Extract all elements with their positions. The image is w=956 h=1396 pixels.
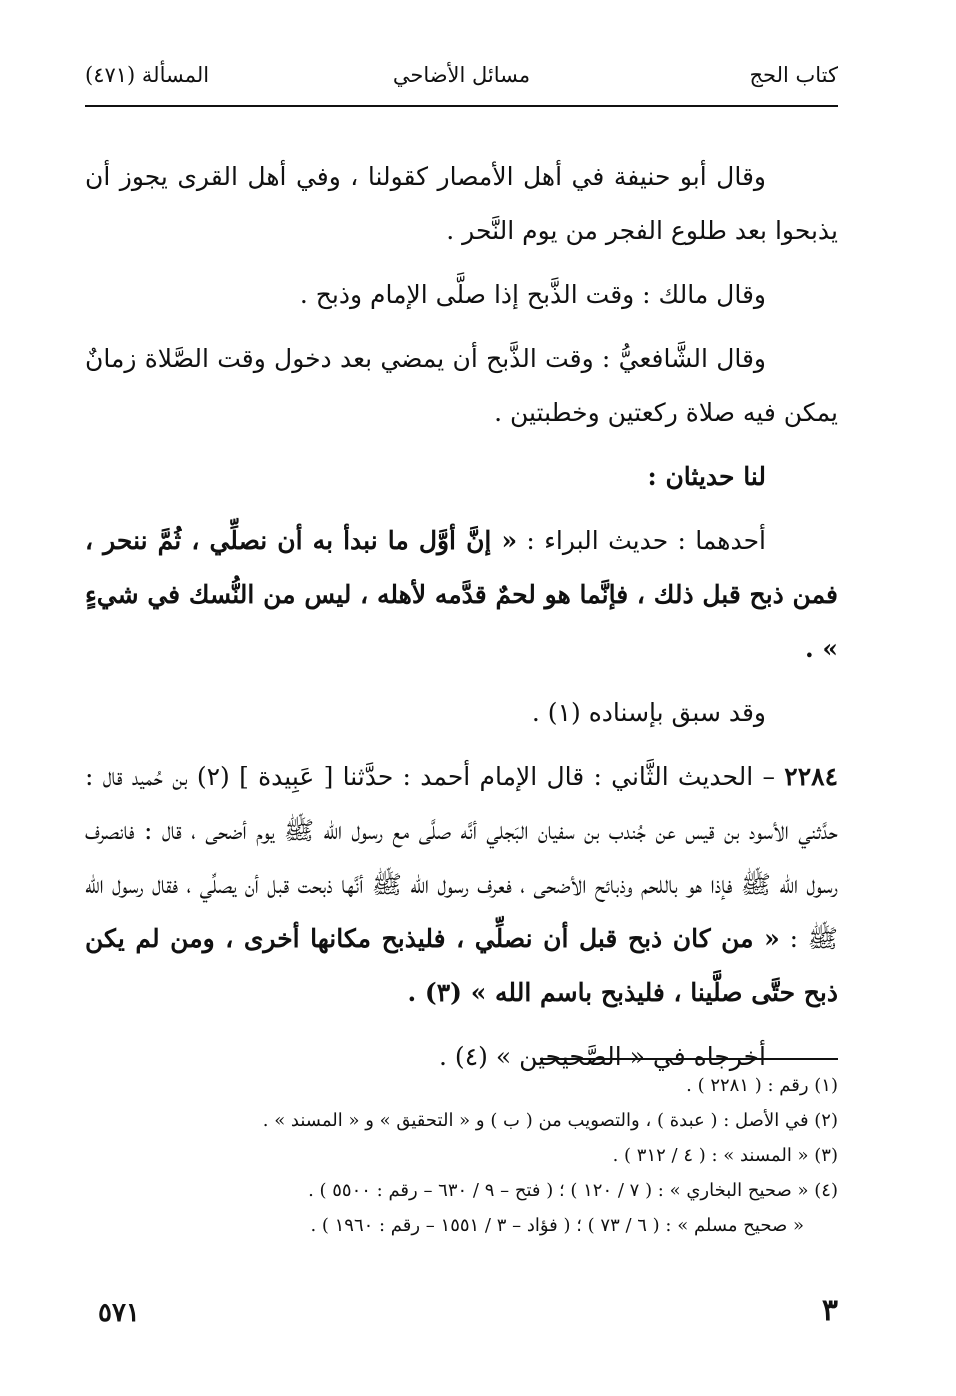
second-hadith-text: – الحديث الثَّاني : قال الإمام أحمد : حدَّثنا [ عَبِيدة ] (٢) بن حُميد قال : حدَّثني الأسود بن قيس عن جُندب بن سفيان البَجلي أنَّه صلَّى مع رسول الله ﷺ يوم أضحى ، قال : فانصرف رسول الله ﷺ فإذا هو باللحم وذبائح الأضحى ، فعرف رسول الله ﷺ أنَّها ذبحت قبل أن يصلِّي ، فقال رسول الله ﷺ : <box>85 762 838 953</box>
paragraph-two-hadiths <box>85 450 838 504</box>
footnotes <box>85 1068 838 1243</box>
main-text <box>85 150 838 1094</box>
heading-two-hadiths: لنا حديثان : <box>647 462 766 491</box>
issue-number: المسألة (٤٧١) <box>85 63 210 87</box>
page-header <box>85 55 838 107</box>
footnote-3: (٣) « المسند » : ( ٤ / ٣١٢ ) . <box>612 1145 838 1166</box>
paragraph-first-hadith <box>85 514 838 676</box>
paragraph-sahihayn: أخرجاه في « الصَّحيحين » (٤) . <box>439 1042 766 1071</box>
paragraph-abu-hanifa: وقال أبو حنيفة في أهل الأمصار كقولنا ، وفي أهل القرى يجوز أن يذبحوا بعد طلوع الفجر من يوم النَّحر . <box>85 162 838 245</box>
first-hadith-quote: « إنَّ أوَّل ما نبدأ به أن نصلِّي ، ثُمَّ ننحر ، فمن ذبح قبل ذلك ، فإنَّما هو لحمٌ قدَّمه لأهله ، ليس من النُّسك في شيءٍ » . <box>85 526 838 663</box>
volume-number: ٣ <box>821 1293 838 1328</box>
chapter-title: مسائل الأضاحي <box>392 63 531 87</box>
footnote-4-continued: « صحيح مسلم » : ( ٦ / ٧٣ ) ؛ ( فؤاد – ٣ / ١٥٥١ – رقم : ١٩٦٠ ) . <box>310 1215 804 1236</box>
hadith-number: ٢٢٨٤ <box>784 762 839 791</box>
footnote-2: (٢) في الأصل : ( عبدة ) ، والتصويب من ( ب ) و « التحقيق » و « المسند » . <box>262 1110 838 1131</box>
footnote-divider <box>540 1058 838 1060</box>
second-hadith-quote: « من كان ذبح قبل أن نصلِّي ، فليذبح مكانها أخرى ، ومن لم يكن ذبح حتَّى صلَّينا ، فليذبح باسم الله » (٣) . <box>85 924 838 1007</box>
paragraph-previous-chain: وقد سبق بإسناده (١) . <box>531 698 766 727</box>
page-number: ٥٧١ <box>98 1298 140 1328</box>
footnote-4: (٤) « صحيح البخاري » : ( ٧ / ١٢٠ ) ؛ ( فتح – ٩ / ٦٣٠ – رقم : ٥٥٠٠ ) . <box>308 1180 838 1201</box>
book-title: كتاب الحج <box>749 63 838 87</box>
paragraph-malik: وقال مالك : وقت الذَّبح إذا صلَّى الإمام وذبح . <box>299 280 766 309</box>
first-hadith-intro: أحدهما : حديث البراء : <box>526 526 766 555</box>
footnote-1: (١) رقم : ( ٢٢٨١ ) . <box>686 1075 838 1096</box>
paragraph-second-hadith <box>85 750 838 1020</box>
paragraph-shafii: وقال الشَّافعيُّ : وقت الذَّبح أن يمضي بعد دخول وقت الصَّلاة زمانٌ يمكن فيه صلاة ركعتين وخطبتين . <box>85 344 838 427</box>
